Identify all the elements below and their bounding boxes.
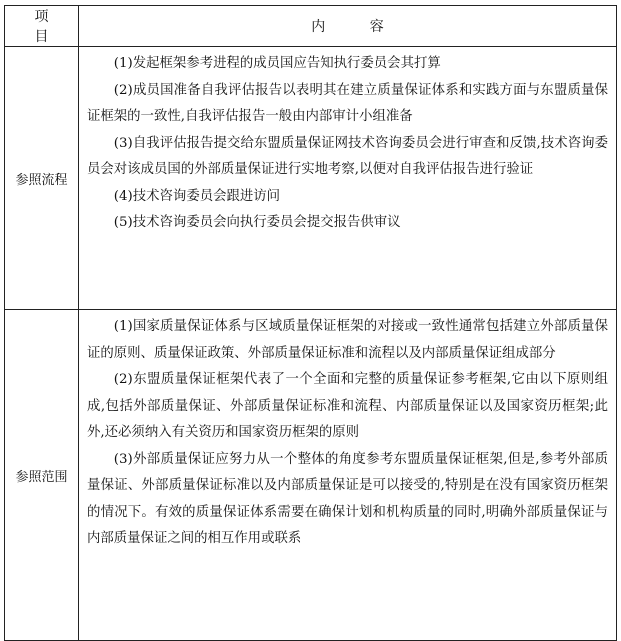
header-content: 内 容 bbox=[79, 6, 617, 47]
flow-paragraph-2: (2)成员国准备自我评估报告以表明其在建立质量保证体系和实践方面与东盟质量保证框架的一致性,自我评估报告一般由内部审计小组准备 bbox=[87, 82, 608, 124]
scope-paragraph-3: (3)外部质量保证应努力从一个整体的角度参考东盟质量保证框架,但是,参考外部质量保证、外部质量保证标准以及内部质量保证是可以接受的,特别是在没有国家资历框架的情况下。有效的质量保证体系需要在确保计划和机构质量的同时,明确外部质量保证与内部质量保证之间的相互作用或联系 bbox=[87, 451, 608, 546]
row-content-flow bbox=[79, 47, 617, 310]
flow-paragraph-4: (4)技术咨询委员会跟进访问 bbox=[113, 188, 281, 204]
row-label-flow: 参照流程 bbox=[5, 47, 79, 310]
scope-paragraph-1: (1)国家质量保证体系与区域质量保证框架的对接或一致性通常包括建立外部质量保证的原则、质量保证政策、外部质量保证标准和流程以及内部质量保证组成部分 bbox=[87, 319, 608, 361]
table-row-flow bbox=[5, 47, 617, 310]
table-row-scope bbox=[5, 310, 617, 641]
flow-paragraph-3: (3)自我评估报告提交给东盟质量保证网技术咨询委员会进行审查和反馈,技术咨询委员会对该成员国的外部质量保证进行实地考察,以便对自我评估报告进行验证 bbox=[87, 135, 608, 177]
scope-paragraph-2: (2)东盟质量保证框架代表了一个全面和完整的质量保证参考框架,它由以下原则组成,包括外部质量保证、外部质量保证标准和流程、内部质量保证以及国家资历框架;此外,还必须纳入有关资历和国家资历框架的原则 bbox=[87, 372, 608, 440]
row-content-scope bbox=[79, 310, 617, 641]
content-table bbox=[4, 5, 617, 641]
header-item: 项 目 bbox=[5, 6, 79, 47]
table-header-row bbox=[5, 6, 617, 47]
flow-paragraph-1: (1)发起框架参考进程的成员国应告知执行委员会其打算 bbox=[113, 56, 441, 71]
row-label-scope: 参照范围 bbox=[5, 310, 79, 641]
flow-paragraph-5: (5)技术咨询委员会向执行委员会提交报告供审议 bbox=[113, 215, 401, 230]
